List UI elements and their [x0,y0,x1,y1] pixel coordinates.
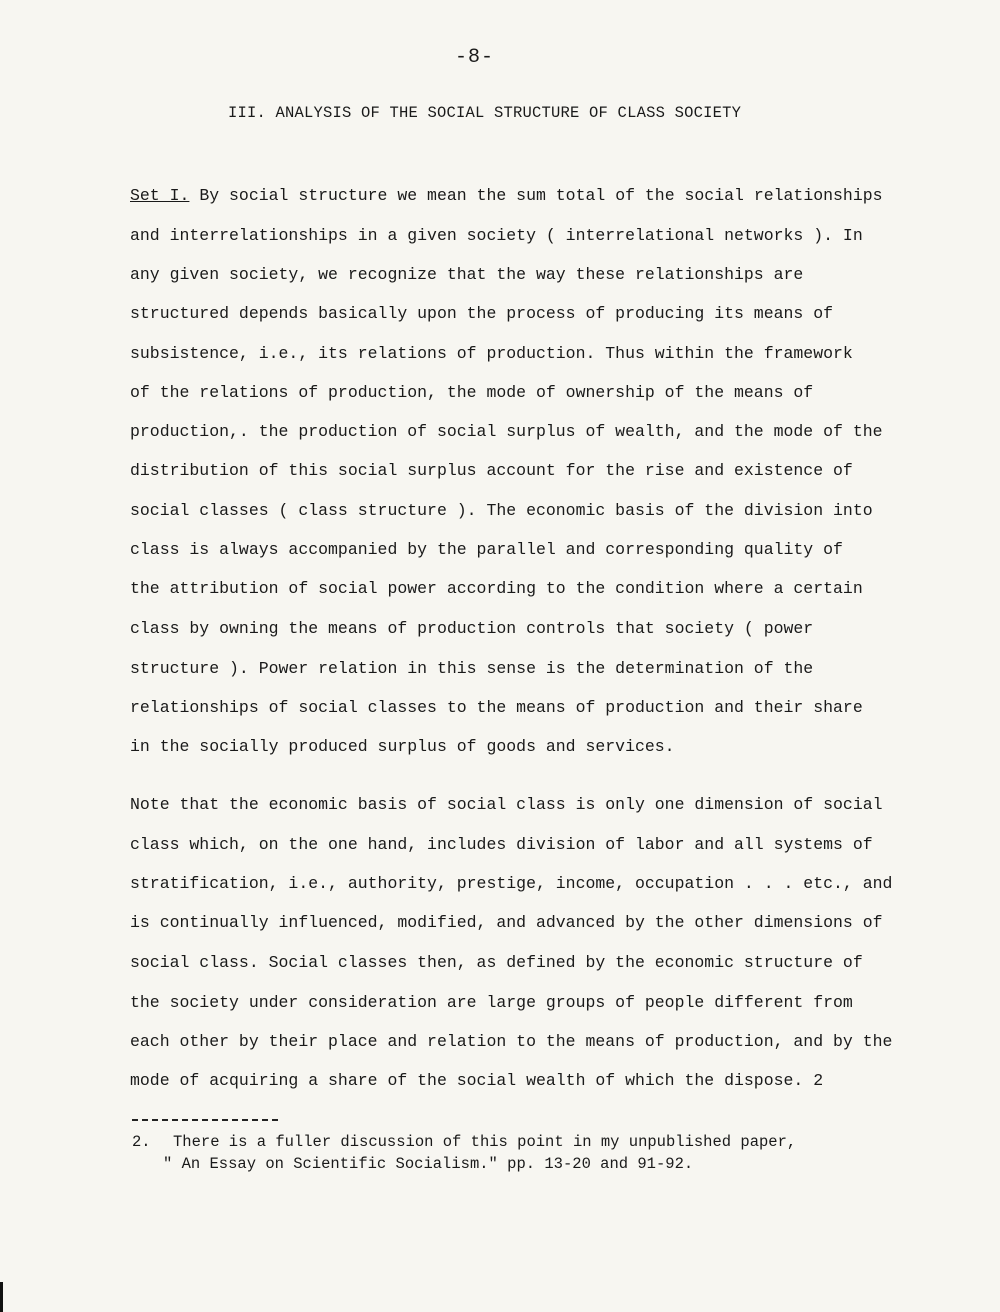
paragraph-line: Set I. By social structure we mean the sum total of the social relationships [130,186,883,205]
footnote-line: There is a fuller discussion of this point in my unpublished paper, [173,1133,797,1151]
scan-edge-mark [0,1282,3,1312]
paragraph-line: relationships of social classes to the means of production and their share [130,698,863,717]
paragraph-line: any given society, we recognize that the way these relationships are [130,265,804,284]
paragraph-line: subsistence, i.e., its relations of production. Thus within the framework [130,344,853,363]
footnote-rule [132,1119,278,1121]
set-label: Set I. [130,186,190,205]
paragraph-line: class is always accompanied by the parallel and corresponding quality of [130,540,843,559]
paragraph-line: the attribution of social power according to the condition where a certain [130,579,863,598]
paragraph-line: and interrelationships in a given society ( interrelational networks ). In [130,226,863,245]
paragraph-line: production,. the production of social surplus of wealth, and the mode of the [130,422,883,441]
paragraph-line: in the socially produced surplus of goods and services. [130,737,675,756]
page-number: -8- [455,46,495,69]
paragraph-line: structured depends basically upon the process of producing its means of [130,304,834,323]
section-title: III. ANALYSIS OF THE SOCIAL STRUCTURE OF CLASS SOCIETY [228,104,742,122]
paragraph-line: mode of acquiring a share of the social wealth of which the dispose. 2 [130,1071,824,1090]
paragraph-line: Note that the economic basis of social class is only one dimension of social [130,795,883,814]
paragraph-line: is continually influenced, modified, and advanced by the other dimensions of [130,913,883,932]
paragraph-line: class which, on the one hand, includes division of labor and all systems of [130,835,873,854]
footnote-line: " An Essay on Scientific Socialism." pp. 13-20 and 91-92. [163,1155,694,1173]
paragraph-line: structure ). Power relation in this sense is the determination of the [130,659,814,678]
paragraph-line: the society under consideration are large groups of people different from [130,993,853,1012]
paragraph-line: each other by their place and relation to the means of production, and by the [130,1032,893,1051]
paragraph-line: distribution of this social surplus account for the rise and existence of [130,461,853,480]
paragraph-line: social classes ( class structure ). The economic basis of the division into [130,501,873,520]
paragraph-line: class by owning the means of production controls that society ( power [130,619,814,638]
footnote-number: 2. [132,1133,151,1151]
paragraph-line: stratification, i.e., authority, prestige, income, occupation . . . etc., and [130,874,893,893]
paragraph-line: social class. Social classes then, as defined by the economic structure of [130,953,863,972]
paragraph-line: of the relations of production, the mode of ownership of the means of [130,383,814,402]
